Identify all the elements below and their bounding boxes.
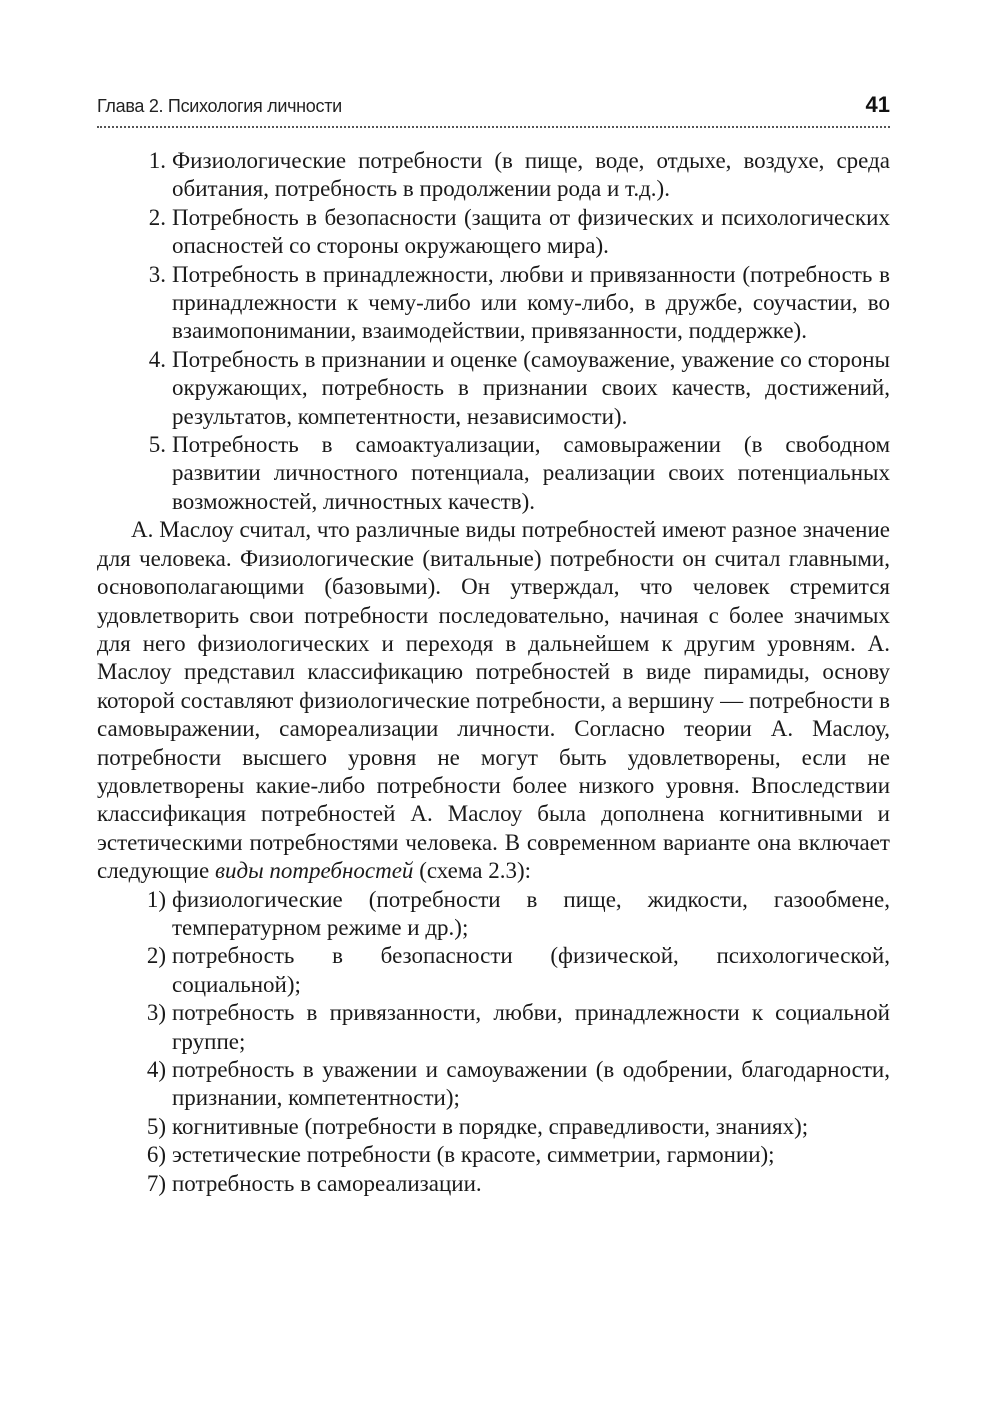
list-item-text: Физиологические потребности (в пище, воде, отдыхе, воздухе, среда обитания, потребность в продолжении рода и т.д.). (172, 148, 890, 202)
page-number: 41 (865, 92, 890, 117)
needs-list-maslow (97, 147, 890, 516)
list-item (97, 1113, 890, 1141)
list-item (97, 431, 890, 516)
page-body (97, 147, 890, 1198)
list-item (97, 346, 890, 431)
running-title: Глава 2. Психология личности (97, 96, 342, 116)
list-item-text: когнитивные (потребности в порядке, справедливости, знаниях); (172, 1113, 809, 1139)
list-item-number: 6) (146, 1142, 166, 1168)
list-item-number: 1. (148, 148, 166, 173)
list-item-number: 1) (146, 886, 166, 912)
page-header (97, 92, 890, 128)
list-item (97, 204, 890, 261)
list-item-number: 4) (146, 1057, 166, 1082)
list-item-number: 5) (146, 1113, 166, 1139)
needs-list-modern (97, 886, 890, 1198)
list-item-text: эстетические потребности (в красоте, симметрии, гармонии); (172, 1142, 775, 1168)
list-item-number: 5. (148, 432, 166, 458)
list-item-text: потребность в уважении и самоуважении (в одобрении, благодарности, признании, компетентности); (172, 1057, 890, 1111)
list-item-number: 4. (148, 346, 166, 372)
body-paragraph (97, 516, 890, 885)
list-item (97, 261, 890, 346)
list-item (97, 942, 890, 999)
list-item-text: потребность в безопасности (физической, психологической, социальной); (172, 943, 890, 997)
list-item-text: потребность в привязанности, любви, принадлежности к социальной группе; (172, 1000, 890, 1054)
list-item-number: 7) (146, 1170, 166, 1196)
list-item-text: Потребность в принадлежности, любви и привязанности (потребность в принадлежности к чему-либо или кому-либо, в дружбе, соучастии, во взаимопонимании, взаимодействии, привязанности, поддержке). (172, 261, 890, 344)
list-item (97, 999, 890, 1056)
list-item-number: 3) (146, 1000, 166, 1026)
list-item-text: потребность в самореализации. (172, 1170, 482, 1196)
list-item (97, 1056, 890, 1113)
list-item (97, 886, 890, 943)
list-item-text: Потребность в безопасности (защита от физических и психологических опасностей со стороны окружающего мира). (172, 204, 890, 259)
paragraph-tail: (схема 2.3): (413, 858, 532, 884)
list-item (97, 1170, 890, 1198)
list-item-number: 2) (146, 943, 166, 969)
list-item-number: 3. (148, 261, 166, 287)
list-item-text: физиологические (потребности в пище, жидкости, газообмене, температурном режиме и др.); (172, 886, 890, 940)
list-item-text: Потребность в признании и оценке (самоуважение, уважение со стороны окружающих, потребность в признании своих качеств, достижений, результатов, компетентности, независимости). (172, 346, 890, 429)
list-item-text: Потребность в самоактуализации, самовыражении (в свободном развитии личностного потенциала, реализации своих потенциальных возможностей, личностных качеств). (172, 432, 890, 514)
list-item-number: 2. (148, 204, 166, 230)
paragraph-emphasis: виды потребностей (214, 858, 414, 884)
list-item (97, 147, 890, 204)
paragraph-text: А. Маслоу считал, что различные виды потребностей имеют разное значение для человека. Физиологические (витальные) потребности он считал главными, основополагающими (базовыми). Он утверждал, что человек стремится удовлетворить свои потребности последовательно, начиная с более значимых для него физиологических и переходя в дальнейшем к другим уровням. А. Маслоу представил классификацию потребностей в виде пирамиды, основу которой составляют физиологические потребности, а вершину — потребности в самовыражении, самореализации личности. Согласно теории А. Маслоу, потребности высшего уровня не могут быть удовлетворены, если не удовлетворены какие-либо потребности более низкого уровня. Впоследствии классификация потребностей А. Маслоу была дополнена когнитивными и эстетическими потребностями человека. В современном варианте она включает следующие (97, 517, 890, 884)
list-item (97, 1141, 890, 1169)
